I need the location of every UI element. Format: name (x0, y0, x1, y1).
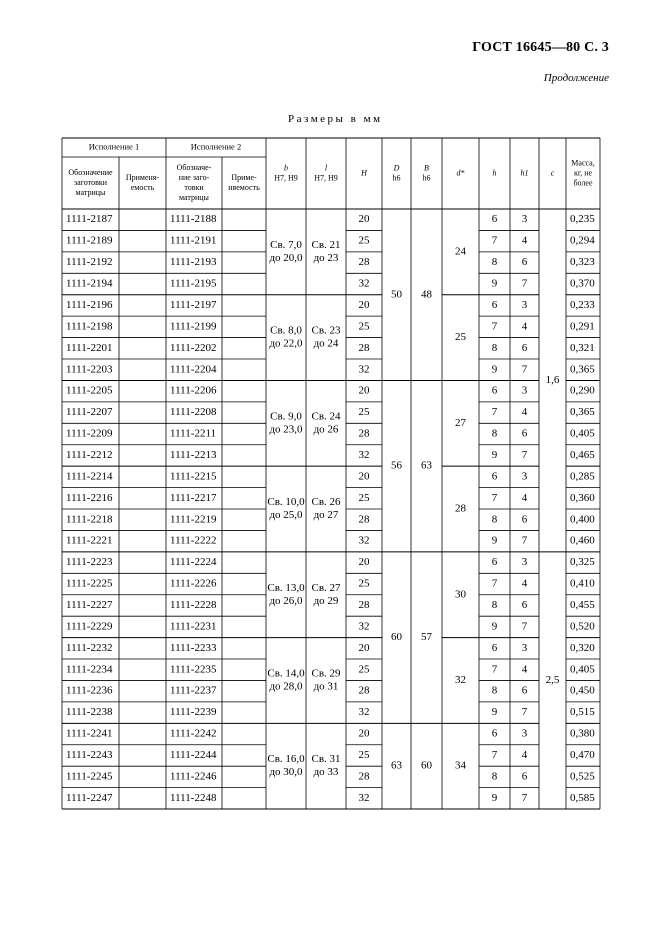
cell-designation-1: 1111-2247 (66, 791, 113, 804)
cell-b-range: Св. 10,0 (267, 496, 305, 509)
cell-h1: 7 (521, 448, 528, 461)
cell-l-range: Св. 24 (311, 410, 341, 423)
cell-B: 60 (421, 759, 432, 772)
cell-designation-1: 1111-2209 (66, 427, 113, 440)
cell-designation-2: 1111-2233 (170, 641, 217, 654)
cell-d: 30 (455, 588, 466, 601)
cell-h: 7 (491, 320, 498, 333)
cell-H: 32 (358, 363, 370, 376)
cell-designation-2: 1111-2237 (170, 684, 217, 697)
cell-H: 25 (358, 234, 370, 247)
cell-D: 60 (391, 631, 402, 644)
cell-designation-2: 1111-2231 (170, 620, 217, 633)
cell-designation-2: 1111-2195 (170, 277, 217, 290)
cell-h: 8 (491, 770, 498, 783)
cell-b-range: Св. 8,0 (270, 324, 302, 337)
cell-designation-2: 1111-2206 (170, 384, 217, 397)
cell-mass: 0,365 (570, 406, 595, 419)
column-header-d1: матрицы (75, 187, 106, 197)
cell-H: 20 (358, 727, 370, 740)
cell-h1: 6 (521, 684, 528, 697)
column-header-mass: более (573, 178, 593, 188)
cell-h: 9 (491, 791, 498, 804)
cell-h1: 4 (521, 234, 528, 247)
cell-mass: 0,380 (570, 727, 595, 740)
column-header-l: l (324, 163, 328, 173)
cell-mass: 0,290 (570, 384, 595, 397)
cell-designation-2: 1111-2235 (170, 663, 217, 676)
cell-H: 28 (358, 256, 370, 269)
cell-l-range: до 33 (313, 766, 339, 779)
cell-mass: 0,370 (570, 277, 595, 290)
cell-H: 25 (358, 406, 370, 419)
cell-h1: 7 (521, 706, 528, 719)
cell-mass: 0,405 (570, 427, 595, 440)
cell-b-range: Св. 9,0 (270, 410, 302, 423)
cell-h1: 7 (521, 363, 528, 376)
cell-mass: 0,285 (570, 470, 595, 483)
cell-h: 6 (491, 298, 498, 311)
table-caption: Размеры в мм (288, 113, 383, 125)
cell-designation-2: 1111-2208 (170, 406, 217, 419)
cell-H: 32 (358, 620, 370, 633)
cell-H: 28 (358, 427, 370, 440)
cell-mass: 0,323 (570, 256, 595, 269)
cell-c: 2,5 (545, 673, 560, 686)
cell-h1: 4 (521, 748, 528, 761)
cell-h: 9 (491, 277, 498, 290)
cell-designation-2: 1111-2191 (170, 234, 217, 247)
column-header-b: H7, H9 (274, 173, 298, 183)
cell-h1: 7 (521, 791, 528, 804)
cell-designation-2: 1111-2246 (170, 770, 217, 783)
cell-h: 8 (491, 684, 498, 697)
cell-mass: 0,294 (570, 234, 595, 247)
column-header-B: B (424, 163, 429, 173)
cell-l-range: до 26 (313, 423, 339, 436)
cell-mass: 0,360 (570, 491, 595, 504)
cell-H: 20 (358, 470, 370, 483)
cell-h: 9 (491, 448, 498, 461)
cell-designation-1: 1111-2227 (66, 598, 113, 611)
cell-designation-1: 1111-2225 (66, 577, 113, 590)
cell-h: 8 (491, 513, 498, 526)
column-header-d2: товки (184, 182, 204, 192)
cell-l-range: до 31 (313, 680, 339, 693)
cell-h: 7 (491, 663, 498, 676)
cell-designation-1: 1111-2187 (66, 213, 113, 226)
cell-H: 28 (358, 341, 370, 354)
cell-designation-2: 1111-2202 (170, 341, 217, 354)
column-header-d1: заготовки (73, 177, 108, 187)
cell-c: 1,6 (545, 373, 560, 386)
cell-D: 56 (391, 459, 402, 472)
cell-h1: 7 (521, 620, 528, 633)
cell-H: 28 (358, 684, 370, 697)
cell-designation-2: 1111-2239 (170, 706, 217, 719)
column-header-l: H7, H9 (314, 173, 338, 183)
cell-d: 32 (455, 673, 466, 686)
cell-h: 7 (491, 234, 498, 247)
cell-D: 50 (391, 288, 402, 301)
cell-designation-2: 1111-2242 (170, 727, 217, 740)
cell-mass: 0,520 (570, 620, 595, 633)
cell-h1: 4 (521, 320, 528, 333)
column-header-mass: Масса, (571, 158, 595, 168)
cell-designation-1: 1111-2238 (66, 706, 113, 719)
cell-h1: 4 (521, 663, 528, 676)
cell-b-range: до 23,0 (269, 423, 303, 436)
column-header-D: D (393, 163, 400, 173)
standard-header: ГОСТ 16645—80 С. 3 (472, 40, 609, 55)
cell-h: 9 (491, 706, 498, 719)
cell-h: 7 (491, 577, 498, 590)
cell-mass: 0,460 (570, 534, 595, 547)
column-header-use1: Применя- (125, 172, 160, 182)
cell-mass: 0,455 (570, 598, 595, 611)
cell-h1: 6 (521, 513, 528, 526)
cell-H: 25 (358, 663, 370, 676)
cell-b-range: Св. 14,0 (267, 667, 305, 680)
cell-h1: 3 (521, 298, 528, 311)
cell-b-range: до 22,0 (269, 337, 303, 350)
cell-h: 6 (491, 727, 498, 740)
cell-designation-2: 1111-2244 (170, 748, 217, 761)
cell-h1: 4 (521, 406, 528, 419)
cell-designation-1: 1111-2223 (66, 556, 113, 569)
column-header-use2: Приме- (231, 172, 257, 182)
cell-mass: 0,233 (570, 298, 595, 311)
cell-d: 24 (455, 245, 466, 258)
cell-d: 27 (455, 416, 466, 429)
cell-h1: 3 (521, 556, 528, 569)
cell-h1: 3 (521, 727, 528, 740)
column-header-d2: Обозначе- (176, 162, 212, 172)
cell-h1: 6 (521, 341, 528, 354)
group-header-execution-2: Исполнение 2 (190, 141, 242, 152)
cell-H: 32 (358, 706, 370, 719)
cell-l-range: до 23 (313, 251, 339, 264)
cell-mass: 0,450 (570, 684, 595, 697)
cell-h: 8 (491, 256, 498, 269)
column-header-d2: матрицы (179, 192, 209, 202)
cell-designation-1: 1111-2232 (66, 641, 113, 654)
cell-designation-1: 1111-2205 (66, 384, 113, 397)
cell-h1: 6 (521, 770, 528, 783)
cell-designation-2: 1111-2248 (170, 791, 217, 804)
cell-mass: 0,465 (570, 448, 595, 461)
cell-l-range: Св. 21 (311, 238, 341, 251)
cell-h: 7 (491, 406, 498, 419)
cell-b-range: Св. 16,0 (267, 753, 305, 766)
cell-l-range: до 24 (313, 337, 339, 350)
cell-designation-2: 1111-2199 (170, 320, 217, 333)
cell-b-range: Св. 13,0 (267, 581, 305, 594)
cell-l-range: Св. 23 (311, 324, 341, 337)
cell-h1: 6 (521, 598, 528, 611)
cell-b-range: до 26,0 (269, 594, 303, 607)
column-header-mass: кг, не (573, 168, 593, 178)
column-header-c: c (550, 168, 555, 178)
column-header-h: h (492, 168, 497, 178)
cell-H: 25 (358, 748, 370, 761)
cell-designation-1: 1111-2214 (66, 470, 113, 483)
cell-h1: 4 (521, 577, 528, 590)
cell-h: 9 (491, 363, 498, 376)
cell-h1: 3 (521, 641, 528, 654)
cell-designation-2: 1111-2224 (170, 556, 217, 569)
cell-h: 8 (491, 427, 498, 440)
cell-h1: 3 (521, 213, 528, 226)
cell-designation-1: 1111-2189 (66, 234, 113, 247)
cell-mass: 0,291 (570, 320, 595, 333)
cell-l-range: до 29 (313, 594, 339, 607)
cell-h1: 6 (521, 427, 528, 440)
column-header-use2: няемость (228, 182, 260, 192)
cell-h: 6 (491, 641, 498, 654)
cell-mass: 0,321 (570, 341, 595, 354)
cell-designation-1: 1111-2194 (66, 277, 113, 290)
cell-designation-1: 1111-2203 (66, 363, 113, 376)
cell-designation-1: 1111-2201 (66, 341, 113, 354)
cell-designation-1: 1111-2212 (66, 448, 113, 461)
cell-mass: 0,320 (570, 641, 595, 654)
cell-h: 6 (491, 213, 498, 226)
cell-designation-1: 1111-2216 (66, 491, 113, 504)
cell-H: 28 (358, 513, 370, 526)
cell-h: 6 (491, 384, 498, 397)
cell-mass: 0,515 (570, 706, 595, 719)
cell-designation-1: 1111-2234 (66, 663, 113, 676)
cell-designation-1: 1111-2192 (66, 256, 113, 269)
cell-designation-2: 1111-2215 (170, 470, 217, 483)
cell-b-range: до 25,0 (269, 509, 303, 522)
cell-designation-2: 1111-2228 (170, 598, 217, 611)
column-header-b: b (284, 163, 288, 173)
group-header-execution-1: Исполнение 1 (88, 141, 140, 152)
cell-designation-1: 1111-2243 (66, 748, 113, 761)
cell-mass: 0,585 (570, 791, 595, 804)
cell-d: 34 (455, 759, 466, 772)
cell-H: 32 (358, 534, 370, 547)
cell-mass: 0,235 (570, 213, 595, 226)
cell-H: 20 (358, 641, 370, 654)
cell-h: 8 (491, 341, 498, 354)
cell-b-range: до 28,0 (269, 680, 303, 693)
cell-H: 20 (358, 213, 370, 226)
cell-designation-2: 1111-2204 (170, 363, 217, 376)
cell-designation-1: 1111-2241 (66, 727, 113, 740)
cell-d: 25 (455, 331, 466, 344)
cell-h: 7 (491, 491, 498, 504)
cell-designation-1: 1111-2221 (66, 534, 113, 547)
cell-H: 28 (358, 770, 370, 783)
cell-b-range: до 30,0 (269, 766, 303, 779)
cell-H: 25 (358, 320, 370, 333)
cell-designation-2: 1111-2217 (170, 491, 217, 504)
column-header-B: h6 (422, 173, 431, 183)
cell-H: 20 (358, 556, 370, 569)
continuation-label: Продолжение (543, 72, 609, 84)
cell-l-range: Св. 27 (311, 581, 341, 594)
cell-h: 9 (491, 534, 498, 547)
cell-b-range: Св. 7,0 (270, 238, 302, 251)
cell-h1: 7 (521, 277, 528, 290)
cell-h: 7 (491, 748, 498, 761)
cell-h1: 6 (521, 256, 528, 269)
column-header-d: d* (456, 168, 465, 178)
cell-mass: 0,525 (570, 770, 595, 783)
cell-designation-1: 1111-2218 (66, 513, 113, 526)
cell-H: 32 (358, 277, 370, 290)
cell-B: 48 (421, 288, 432, 301)
cell-h: 9 (491, 620, 498, 633)
cell-designation-2: 1111-2211 (170, 427, 217, 440)
cell-H: 25 (358, 491, 370, 504)
column-header-d2: ние заго- (178, 172, 210, 182)
cell-designation-1: 1111-2198 (66, 320, 113, 333)
cell-designation-1: 1111-2236 (66, 684, 113, 697)
cell-h1: 7 (521, 534, 528, 547)
cell-h: 6 (491, 556, 498, 569)
cell-mass: 0,410 (570, 577, 595, 590)
column-header-D: h6 (392, 173, 401, 183)
cell-designation-2: 1111-2222 (170, 534, 217, 547)
cell-l-range: Св. 26 (311, 496, 341, 509)
cell-B: 57 (421, 631, 432, 644)
cell-mass: 0,325 (570, 556, 595, 569)
cell-d: 28 (455, 502, 466, 515)
column-header-H: H (361, 168, 367, 178)
cell-designation-2: 1111-2226 (170, 577, 217, 590)
cell-designation-1: 1111-2207 (66, 406, 113, 419)
cell-designation-2: 1111-2188 (170, 213, 217, 226)
cell-mass: 0,405 (570, 663, 595, 676)
cell-designation-2: 1111-2197 (170, 298, 217, 311)
cell-H: 20 (358, 298, 370, 311)
column-header-d1: Обозначение (68, 167, 113, 177)
cell-h1: 3 (521, 470, 528, 483)
cell-D: 63 (391, 759, 402, 772)
cell-b-range: до 20,0 (269, 251, 303, 264)
cell-h1: 3 (521, 384, 528, 397)
cell-B: 63 (421, 459, 432, 472)
cell-mass: 0,400 (570, 513, 595, 526)
cell-H: 25 (358, 577, 370, 590)
cell-l-range: Св. 31 (311, 753, 341, 766)
cell-h1: 4 (521, 491, 528, 504)
cell-designation-2: 1111-2193 (170, 256, 217, 269)
cell-designation-1: 1111-2245 (66, 770, 113, 783)
cell-mass: 0,470 (570, 748, 595, 761)
cell-designation-2: 1111-2219 (170, 513, 217, 526)
cell-l-range: до 27 (313, 509, 339, 522)
column-header-h1: h1 (520, 168, 529, 178)
cell-l-range: Св. 29 (311, 667, 341, 680)
column-header-use1: емость (130, 182, 155, 192)
cell-designation-1: 1111-2196 (66, 298, 113, 311)
cell-designation-1: 1111-2229 (66, 620, 113, 633)
cell-h: 6 (491, 470, 498, 483)
cell-designation-2: 1111-2213 (170, 448, 217, 461)
cell-mass: 0,365 (570, 363, 595, 376)
cell-H: 32 (358, 448, 370, 461)
cell-h: 8 (491, 598, 498, 611)
cell-H: 32 (358, 791, 370, 804)
cell-H: 20 (358, 384, 370, 397)
cell-H: 28 (358, 598, 370, 611)
